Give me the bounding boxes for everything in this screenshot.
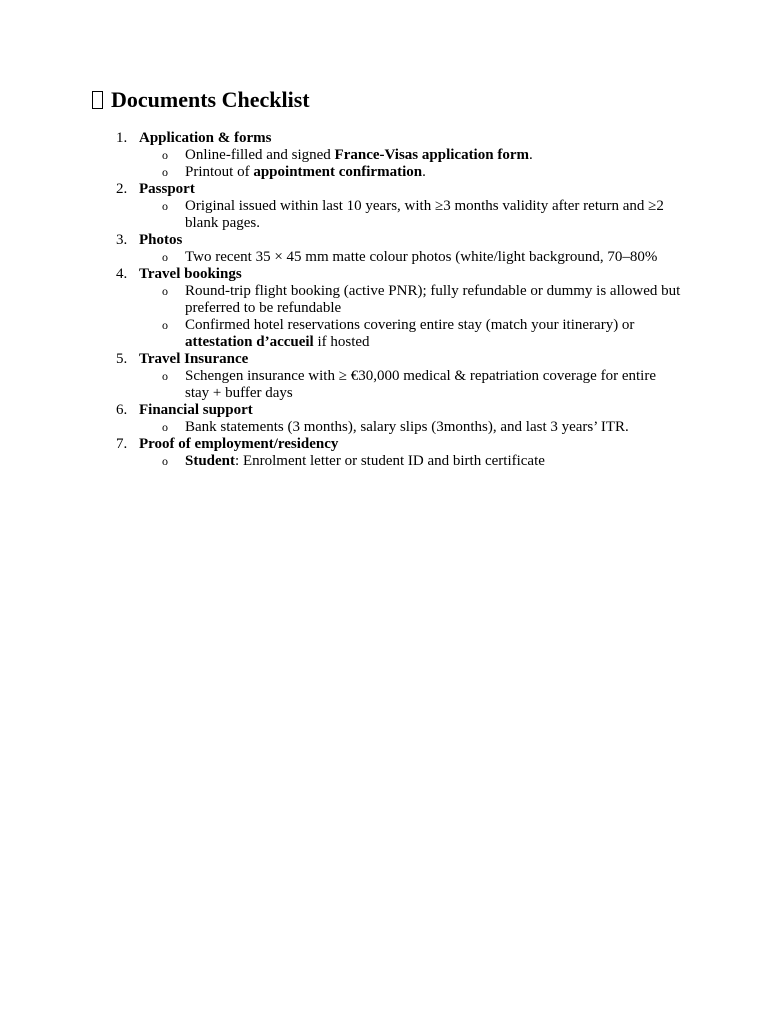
sub-item-text-suffix: : Enrolment letter or student ID and birth certificate bbox=[235, 453, 545, 469]
documents-checklist bbox=[92, 130, 692, 470]
sub-item-emphasis: appointment confirmation bbox=[253, 164, 423, 180]
sub-item-emphasis: Student bbox=[185, 453, 236, 469]
sub-list-item bbox=[139, 164, 681, 181]
item-heading: Photos bbox=[139, 232, 183, 248]
sub-item-emphasis: France-Visas application form bbox=[334, 147, 529, 163]
item-heading: Travel Insurance bbox=[139, 351, 249, 367]
circle-bullet-icon: o bbox=[162, 148, 168, 162]
item-heading: Application & forms bbox=[139, 130, 272, 146]
sub-list-item bbox=[139, 198, 681, 232]
sub-list-item bbox=[139, 419, 681, 436]
item-number: 1. bbox=[116, 130, 128, 146]
sub-list bbox=[139, 283, 692, 351]
sub-list bbox=[139, 368, 692, 402]
sub-item-text-suffix: . bbox=[422, 164, 426, 180]
sub-list-item bbox=[139, 147, 681, 164]
checklist-item bbox=[92, 351, 692, 402]
circle-bullet-icon: o bbox=[162, 420, 168, 434]
sub-list-item bbox=[139, 249, 681, 266]
title-row bbox=[92, 86, 310, 114]
sub-item-text: Original issued within last 10 years, with ≥3 months validity after return and ≥2 blank pages. bbox=[185, 198, 664, 231]
checklist-item bbox=[92, 181, 692, 232]
sub-item-text: Schengen insurance with ≥ €30,000 medical & repatriation coverage for entire stay + buffer days bbox=[185, 368, 656, 401]
item-heading: Financial support bbox=[139, 402, 253, 418]
checklist-item bbox=[92, 402, 692, 436]
sub-item-emphasis: attestation d’accueil bbox=[185, 334, 314, 350]
sub-list bbox=[139, 147, 692, 181]
circle-bullet-icon: o bbox=[162, 284, 168, 298]
circle-bullet-icon: o bbox=[162, 369, 168, 383]
missing-glyph-icon bbox=[92, 91, 103, 109]
sub-list bbox=[139, 419, 692, 436]
sub-item-text: Round-trip flight booking (active PNR); fully refundable or dummy is allowed but preferred to be refundable bbox=[185, 283, 681, 316]
item-number: 2. bbox=[116, 181, 128, 197]
item-number: 5. bbox=[116, 351, 128, 367]
sub-list bbox=[139, 249, 692, 266]
sub-item-text: Printout of bbox=[185, 164, 254, 180]
checklist-item bbox=[92, 130, 692, 181]
circle-bullet-icon: o bbox=[162, 318, 168, 332]
checklist-item bbox=[92, 232, 692, 266]
sub-item-text: Confirmed hotel reservations covering entire stay (match your itinerary) or bbox=[185, 317, 635, 333]
circle-bullet-icon: o bbox=[162, 199, 168, 213]
sub-item-text-suffix: if hosted bbox=[313, 334, 370, 350]
circle-bullet-icon: o bbox=[162, 454, 168, 468]
item-heading: Proof of employment/residency bbox=[139, 436, 339, 452]
sub-item-text: Bank statements (3 months), salary slips (3months), and last 3 years’ ITR. bbox=[185, 419, 629, 435]
checklist-item bbox=[92, 266, 692, 351]
circle-bullet-icon: o bbox=[162, 250, 168, 264]
circle-bullet-icon: o bbox=[162, 165, 168, 179]
sub-list-item bbox=[139, 283, 681, 317]
sub-list bbox=[139, 453, 692, 470]
item-heading: Passport bbox=[139, 181, 195, 197]
sub-item-text: Online-filled and signed bbox=[185, 147, 335, 163]
item-number: 3. bbox=[116, 232, 128, 248]
checklist-item bbox=[92, 436, 692, 470]
sub-list-item bbox=[139, 368, 681, 402]
item-number: 7. bbox=[116, 436, 128, 452]
item-number: 6. bbox=[116, 402, 128, 418]
item-heading: Travel bookings bbox=[139, 266, 242, 282]
item-number: 4. bbox=[116, 266, 128, 282]
sub-item-text-suffix: . bbox=[528, 147, 533, 163]
page-title: Documents Checklist bbox=[111, 87, 310, 112]
sub-list-item bbox=[139, 317, 681, 351]
sub-list bbox=[139, 198, 692, 232]
sub-item-text: Two recent 35 × 45 mm matte colour photos (white/light background, 70–80% bbox=[185, 249, 658, 265]
sub-list-item bbox=[139, 453, 681, 470]
